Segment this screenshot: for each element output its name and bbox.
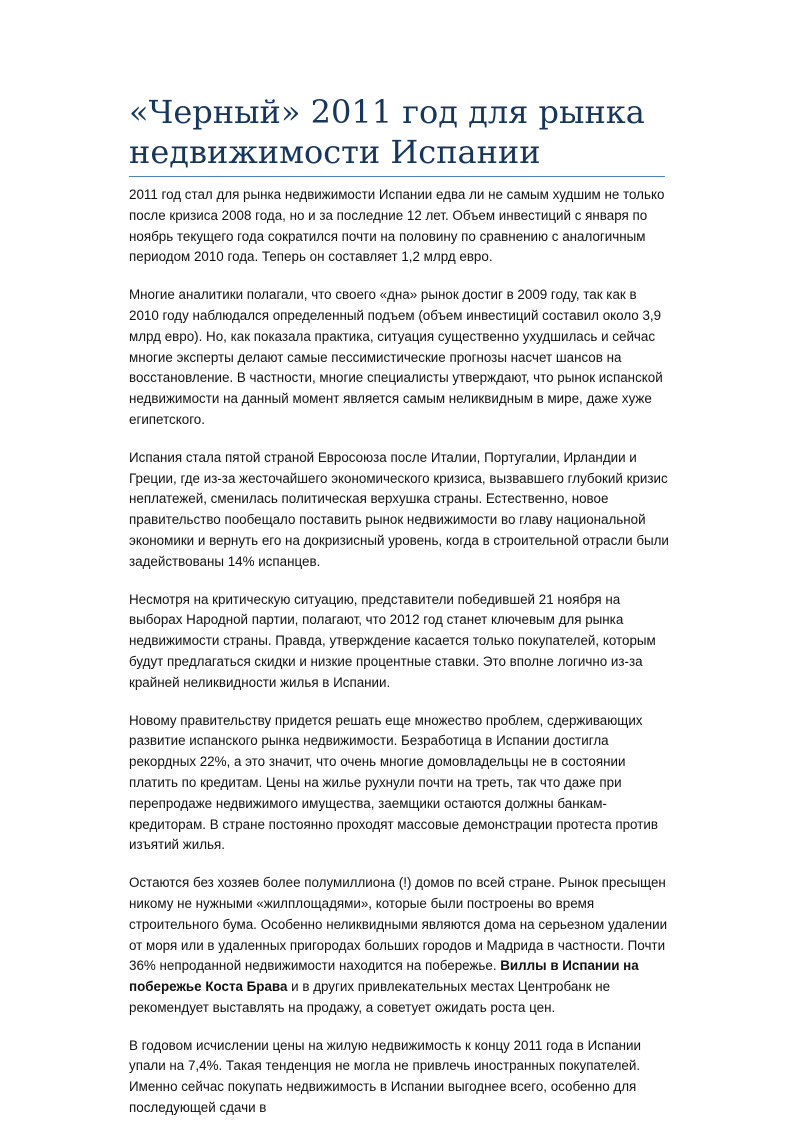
paragraph-2: Многие аналитики полагали, что своего «дна» рынок достиг в 2009 году, так как в 2010 году наблюдался определенный подъем (объем инвестиций составил около 3,9 млрд евро). Но, как показала практика, ситуация существенно ухудшилась и сейчас многие эксперты делают самые пессимистические прогнозы насчет шансов на восстановление. В частности, многие специалисты утверждают, что рынок испанской недвижимости на данный момент является самым неликвидным в мире, даже хуже египетского. [129, 287, 663, 427]
paragraph-6-text-after: и в других привлекательных местах Центробанк не рекомендует выставлять на продажу, а советует ожидать роста цен. [129, 979, 611, 1015]
article-body [129, 185, 669, 1136]
paragraph-6-text-before: Остаются без хозяев более полумиллиона (!) домов по всей стране. Рынок пресыщен никому не нужными «жилплощадями», которые были построены во время строительного бума. Особенно неликвидными являются дома на серьезном удалении от моря или в удаленных пригородах больших городов и Мадрида в частности. Почти 36% непроданной недвижимости находится на побережье. [129, 875, 668, 974]
paragraph-1: 2011 год стал для рынка недвижимости Испании едва ли не самым худшим не только после кризиса 2008 года, но и за последние 12 лет. Объем инвестиций с января по ноябрь текущего года сократился почти на половину по сравнению с аналогичным периодом 2010 года. Теперь он составляет 1,2 млрд евро. [129, 187, 665, 265]
title-underline [129, 176, 665, 177]
paragraph-4: Несмотря на критическую ситуацию, представители победившей 21 ноября на выборах Народной партии, полагают, что 2012 год станет ключевым для рынка недвижимости страны. Правда, утверждение касается только покупателей, которым будут предлагаться скидки и низкие процентные ставки. Это вполне логично из-за крайней неликвидности жилья в Испании. [129, 591, 656, 690]
paragraph-5: Новому правительству придется решать еще множество проблем, сдерживающих развитие испанского рынка недвижимости. Безработица в Испании достигла рекордных 22%, а это значит, что очень многие домовладельцы не в состоянии платить по кредитам. Цены на жилье рухнули почти на треть, так что даже при перепродаже недвижимого имущества, заемщики остаются должны банкам-кредиторам. В стране постоянно проходят массовые демонстрации протеста против изъятий жилья. [129, 712, 658, 853]
villas-costa-brava-highlight: Виллы в Испании на побережье Коста Брава [129, 958, 639, 995]
paragraph-7: В годовом исчислении цены на жилую недвижимость к концу 2011 года в Испании упали на 7,4%. Такая тенденция не могла не привлечь иностранных покупателей. Именно сейчас покупать недвижимость в Испании выгоднее всего, особенно для последующей сдачи в [129, 1037, 642, 1116]
paragraph-3: Испания стала пятой страной Евросоюза после Италии, Португалии, Ирландии и Греции, где из-за жесточайшего экономического кризиса, вызвавшего глубокий кризис неплатежей, сменилась политическая верхушка страны. Естественно, новое правительство пообещало поставить рынок недвижимости во главу национальной экономики и вернуть его на докризисный уровень, когда в строительной отрасли были задействованы 14% испанцев. [129, 449, 669, 569]
page-title: «Черный» 2011 год для рынка недвижимости Испании [129, 93, 645, 171]
paragraph-6 [129, 873, 669, 1019]
